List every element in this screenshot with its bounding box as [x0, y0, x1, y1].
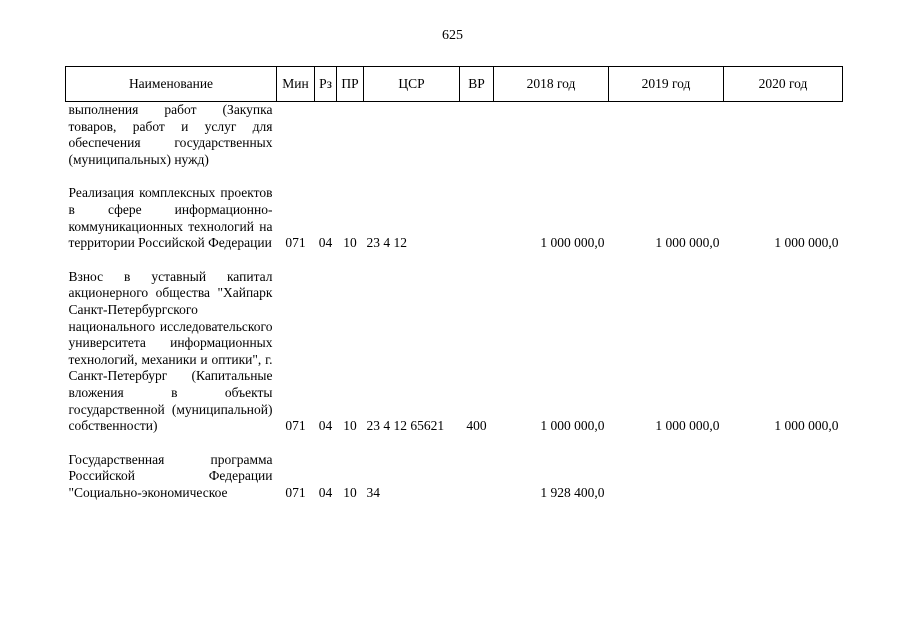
row-csr: 23 4 12	[366, 235, 407, 251]
row-csr: 34	[366, 484, 380, 500]
row-rz: 04	[318, 484, 333, 500]
row-pr	[337, 102, 364, 169]
row-spacer	[66, 168, 843, 185]
column-header-name: Наименование	[66, 67, 277, 102]
row-vr: 400	[466, 418, 487, 434]
column-header-vr: ВР	[460, 67, 494, 102]
row-2020: 1 000 000,0	[774, 235, 839, 251]
row-spacer	[66, 435, 843, 452]
row-name: Реализация комплексных проектов в сфере информационно-коммуникационных технологий на территории Российской Федерации	[68, 185, 273, 251]
row-2018: 1 928 400,0	[540, 484, 605, 500]
row-name: выполнения работ (Закупка товаров, работ и услуг для обеспечения государственных (муниципальных) нужд)	[68, 102, 273, 167]
row-csr	[364, 102, 460, 169]
column-header-rz: Рз	[315, 67, 337, 102]
budget-table	[65, 66, 843, 501]
row-2020	[724, 102, 843, 169]
row-vr	[460, 102, 494, 169]
column-header-2018: 2018 год	[494, 67, 609, 102]
row-rz: 04	[318, 418, 333, 434]
row-csr: 23 4 12 65621	[366, 418, 445, 434]
table-row	[66, 102, 843, 169]
row-2020	[724, 452, 843, 502]
row-2018	[494, 102, 609, 169]
row-2018: 1 000 000,0	[540, 235, 605, 251]
row-pr: 10	[343, 484, 357, 500]
row-min: 071	[285, 418, 306, 434]
row-2018: 1 000 000,0	[540, 418, 605, 434]
row-rz: 04	[318, 235, 333, 251]
column-header-pr: ПР	[337, 67, 364, 102]
table-header-row	[66, 67, 843, 102]
row-min: 071	[285, 235, 306, 251]
row-pr: 10	[343, 418, 357, 434]
row-pr: 10	[343, 235, 357, 251]
row-2020: 1 000 000,0	[774, 418, 839, 434]
row-min	[277, 102, 315, 169]
row-rz	[315, 102, 337, 169]
table-row	[66, 269, 843, 435]
page-number: 625	[442, 28, 463, 43]
column-header-2020: 2020 год	[724, 67, 843, 102]
row-vr	[460, 452, 494, 502]
row-2019	[609, 452, 724, 502]
column-header-2019: 2019 год	[609, 67, 724, 102]
row-spacer	[66, 252, 843, 269]
row-2019: 1 000 000,0	[655, 235, 720, 251]
row-vr	[460, 185, 494, 251]
row-name: Государственная программа Российской Федерации "Социально-экономическое	[68, 451, 273, 500]
row-min: 071	[285, 484, 306, 500]
row-name: Взнос в уставный капитал акционерного общества "Хайпарк Санкт-Петербургского национального исследовательского университета информационных технологий, механики и оптики", г. Санкт-Петербург (Капитальные вложения в объекты государственной (муниципальной) собственности)	[68, 268, 273, 434]
column-header-csr: ЦСР	[364, 67, 460, 102]
table-row	[66, 185, 843, 251]
row-2019	[609, 102, 724, 169]
column-header-min: Мин	[277, 67, 315, 102]
table-row	[66, 452, 843, 502]
row-2019: 1 000 000,0	[655, 418, 720, 434]
